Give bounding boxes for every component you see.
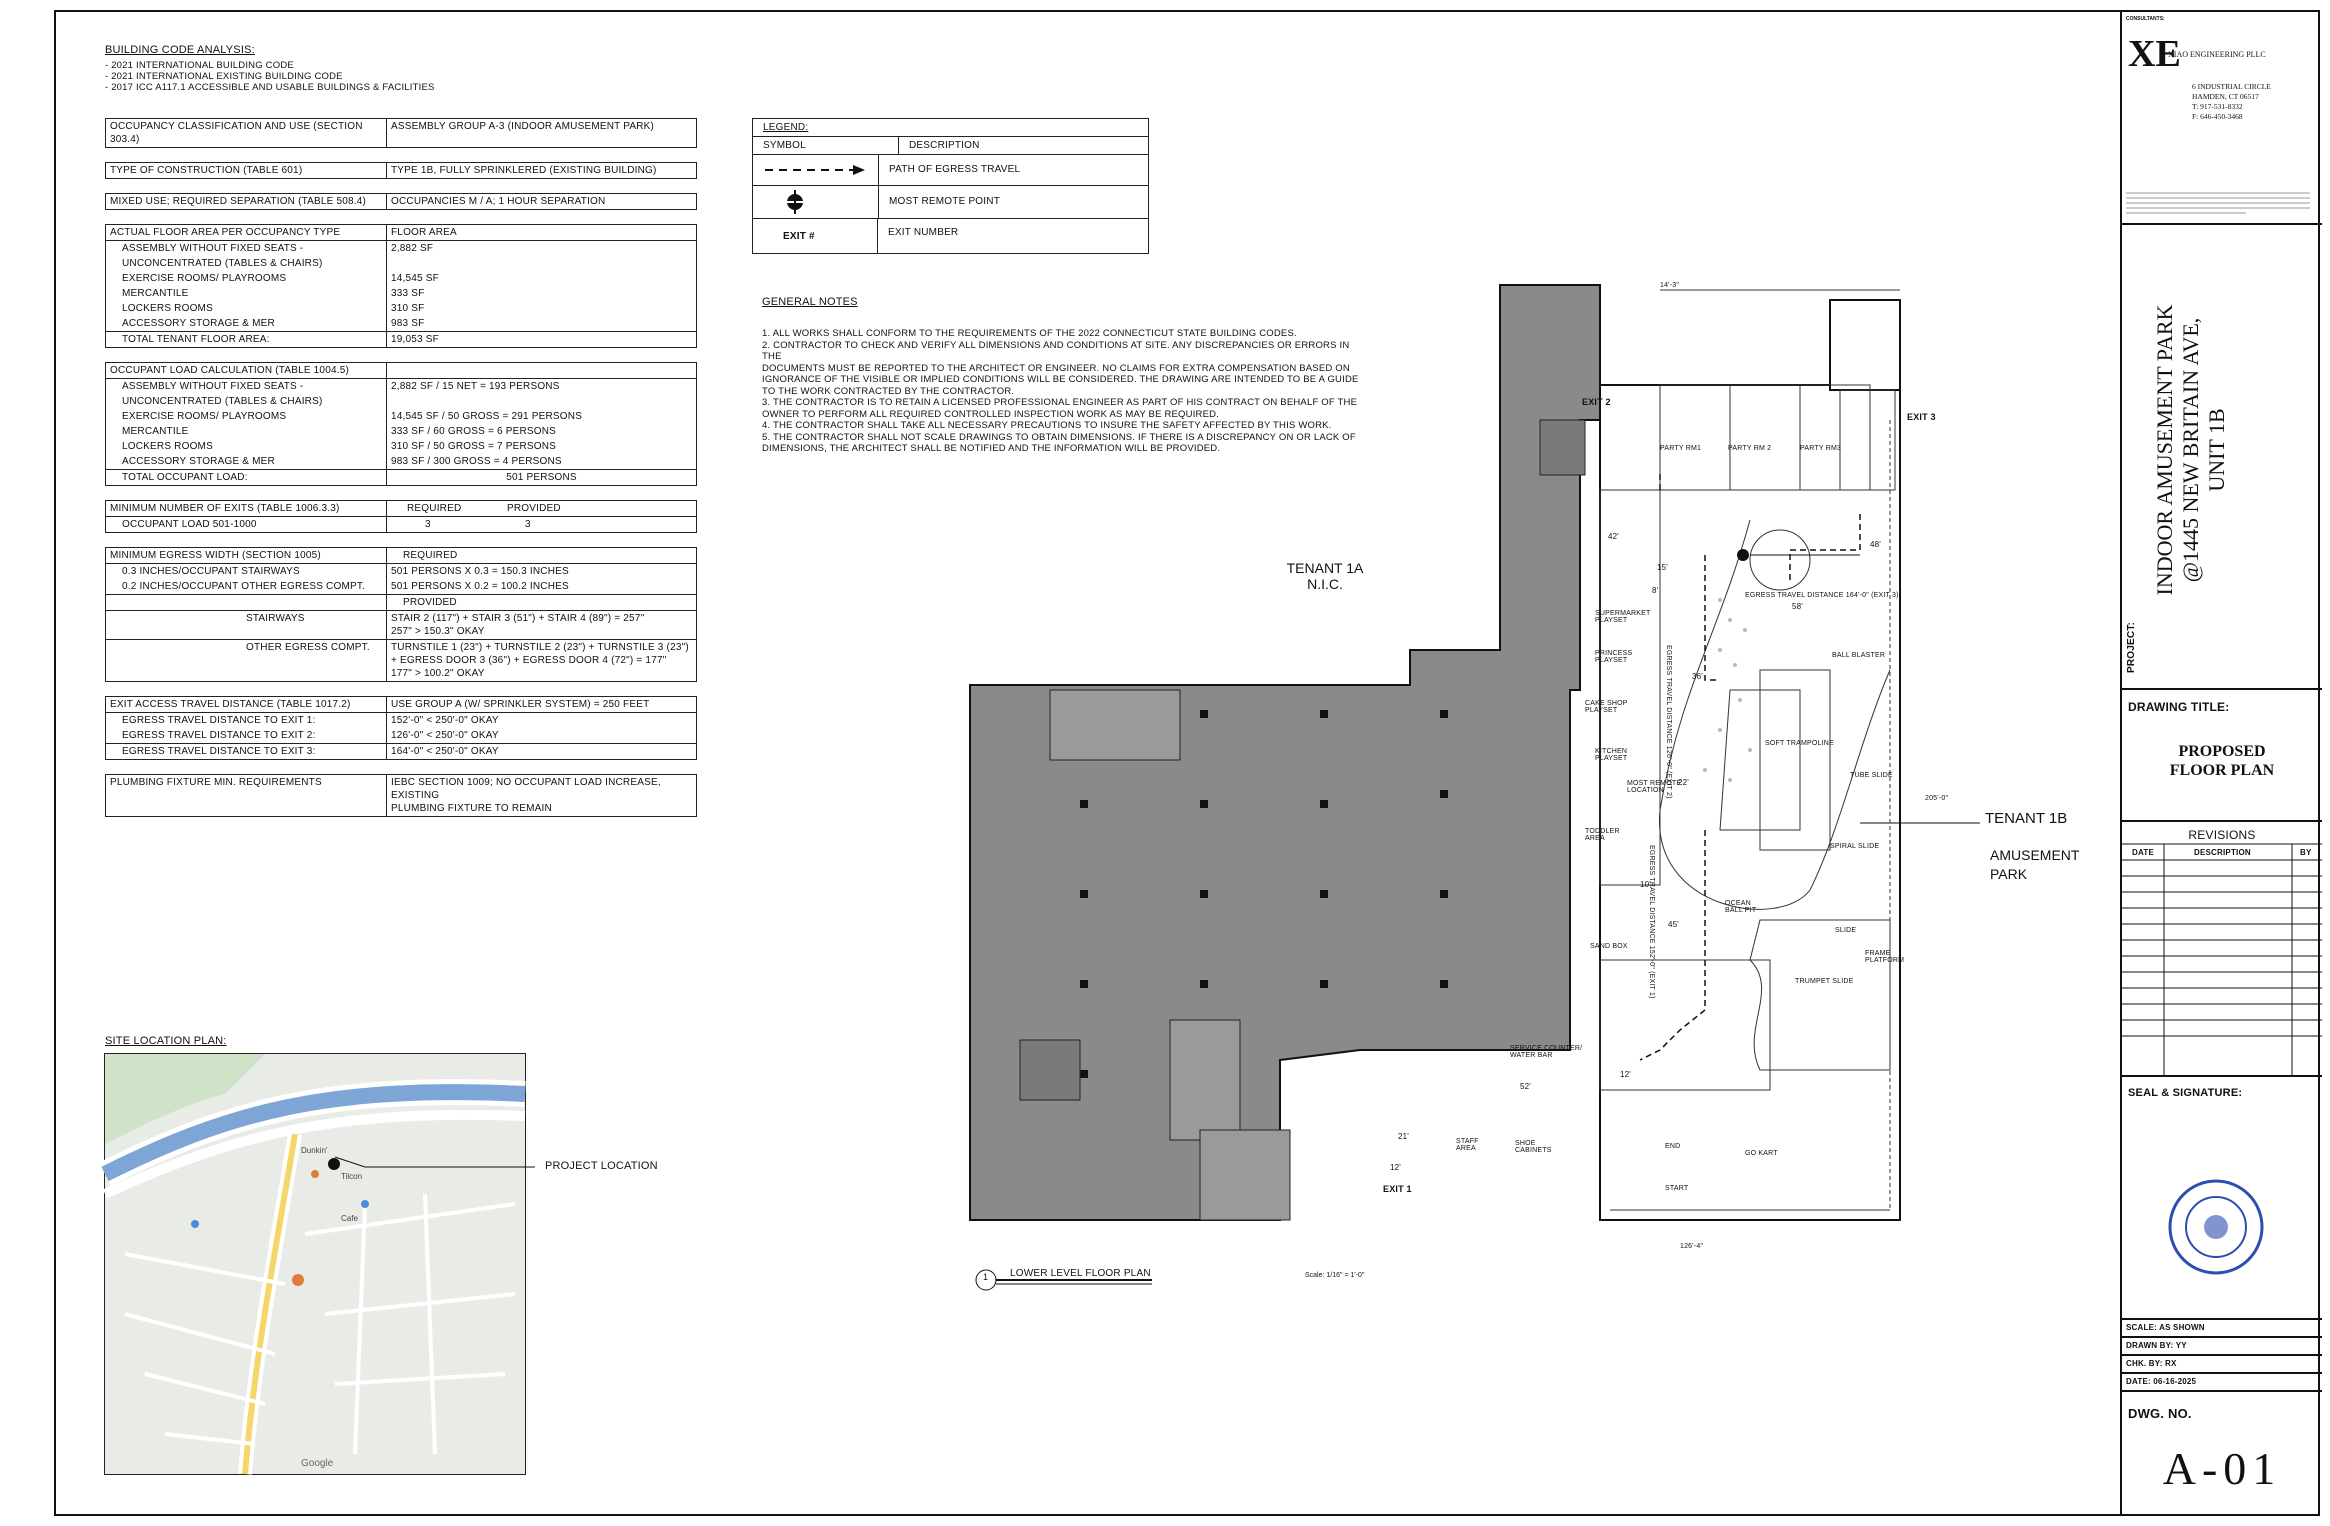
cell: 501 PERSONS X 0.3 = 150.3 INCHES xyxy=(387,564,697,580)
cell: 2,882 SF / 15 NET = 193 PERSONS xyxy=(387,379,697,395)
cell: MIXED USE; REQUIRED SEPARATION (TABLE 508.4) xyxy=(106,194,387,210)
exit-label: EXIT 2 xyxy=(1582,397,1611,407)
title-block xyxy=(2120,10,2322,1516)
cell: OTHER EGRESS COMPT. xyxy=(106,640,387,682)
cell: 333 SF / 60 GROSS = 6 PERSONS xyxy=(387,424,697,439)
floor-plan xyxy=(960,270,1940,1230)
cell: MERCANTILE xyxy=(106,424,387,439)
tenant-1b-name: TENANT 1B xyxy=(1985,810,2068,827)
dimension: 22' xyxy=(1678,778,1690,787)
cell: 2,882 SF xyxy=(387,241,697,257)
date-text: DATE: 06-16-2025 xyxy=(2126,1377,2197,1386)
legend-col-symbol: SYMBOL xyxy=(753,137,899,154)
dimension: 205'-0" xyxy=(1925,795,1949,802)
code-item: - 2021 INTERNATIONAL EXISTING BUILDING CODE xyxy=(105,71,343,82)
legend-col-description: DESCRIPTION xyxy=(909,140,980,151)
plan-number: 1 xyxy=(983,1272,989,1282)
dimension: 126'-4" xyxy=(1680,1243,1704,1250)
scale-text: SCALE: AS SHOWN xyxy=(2126,1323,2205,1332)
legend-item: EXIT NUMBER xyxy=(888,227,959,238)
room-label: MOST REMOTE LOCATION xyxy=(1627,780,1682,794)
egress-path-symbol xyxy=(753,155,879,185)
remote-point-icon xyxy=(753,186,879,218)
dimension: 36' xyxy=(1692,672,1704,681)
cell: ASSEMBLY GROUP A-3 (INDOOR AMUSEMENT PARK) xyxy=(387,119,697,148)
cell: 152'-0" < 250'-0" OKAY xyxy=(387,713,697,729)
cell: 0.3 INCHES/OCCUPANT STAIRWAYS xyxy=(106,564,387,580)
cell: OCCUPANT LOAD 501-1000 xyxy=(106,517,387,533)
cell: ACCESSORY STORAGE & MER xyxy=(106,316,387,332)
note-line: TO THE WORK CONTRACTED BY THE CONTRACTOR. xyxy=(762,385,1015,397)
cell: 501 PERSONS X 0.2 = 100.2 INCHES xyxy=(387,579,697,595)
dimension: 12' xyxy=(1620,1070,1632,1079)
cell: MINIMUM EGRESS WIDTH (SECTION 1005) xyxy=(106,548,387,564)
firm-name: XIAO ENGINEERING PLLC xyxy=(2168,50,2266,59)
cell: 19,053 SF xyxy=(387,332,697,348)
cell: STAIR 2 (117") + STAIR 3 (51") + STAIR 4 (89") = 257" xyxy=(391,613,645,624)
map-label: Cafe xyxy=(341,1214,358,1223)
cell: 983 SF xyxy=(387,316,697,332)
room-label: PARTY RM 2 xyxy=(1728,445,1772,452)
code-item: - 2021 INTERNATIONAL BUILDING CODE xyxy=(105,60,294,71)
drawing-title xyxy=(2122,742,2322,780)
address-line: 6 INDUSTRIAL CIRCLE xyxy=(2192,82,2271,91)
exit-number-symbol: EXIT # xyxy=(753,219,878,253)
cell: LOCKERS ROOMS xyxy=(106,439,387,454)
address-line: T: 917-531-8332 xyxy=(2192,102,2243,111)
cell: OCCUPANCIES M / A; 1 HOUR SEPARATION xyxy=(387,194,697,210)
legend-item: PATH OF EGRESS TRAVEL xyxy=(889,164,1021,175)
egress-distance-label: EGRESS TRAVEL DISTANCE 152'-0" (EXIT 1) xyxy=(1648,845,1655,999)
dimension: 15' xyxy=(1657,563,1669,572)
cell: TYPE 1B, FULLY SPRINKLERED (EXISTING BUILDING) xyxy=(387,163,697,179)
note-line: 5. THE CONTRACTOR SHALL NOT SCALE DRAWINGS TO OBTAIN DIMENSIONS. IF THERE IS A DISCREPANCY ON OR LACK OF xyxy=(762,431,1356,443)
site-plan-title: SITE LOCATION PLAN: xyxy=(105,1035,227,1047)
cell: 257" > 150.3" OKAY xyxy=(391,626,485,637)
room-label: BALL BLASTER xyxy=(1832,652,1886,659)
consultants-label: CONSULTANTS: xyxy=(2126,16,2165,22)
cell: PLUMBING FIXTURE MIN. REQUIREMENTS xyxy=(106,775,387,817)
cell: ASSEMBLY WITHOUT FIXED SEATS - xyxy=(106,379,387,395)
drawing-title-label: DRAWING TITLE: xyxy=(2128,700,2230,714)
cell: UNCONCENTRATED (TABLES & CHAIRS) xyxy=(106,256,387,271)
cell: EGRESS TRAVEL DISTANCE TO EXIT 1: xyxy=(106,713,387,729)
project-line: INDOOR AMUSEMENT PARK xyxy=(2152,304,2177,596)
note-line: DIMENSIONS, THE ARCHITECT SHALL BE NOTIFIED AND THE INFORMATION WILL BE PROVIDED. xyxy=(762,443,1221,454)
floor-plan-drawing xyxy=(960,270,1940,1230)
cell: 310 SF xyxy=(387,301,697,316)
legend-table xyxy=(752,118,1149,254)
chk-row xyxy=(2122,1356,2322,1374)
dimension: 10' xyxy=(1640,880,1652,889)
cell: ACCESSORY STORAGE & MER xyxy=(106,454,387,470)
drawing-title-box xyxy=(2122,690,2322,822)
dimension: 52' xyxy=(1520,1082,1532,1091)
cell: USE GROUP A (W/ SPRINKLER SYSTEM) = 250 FEET xyxy=(387,697,697,713)
site-map xyxy=(104,1053,526,1475)
drawn-text: DRAWN BY: YY xyxy=(2126,1341,2187,1350)
revisions-box xyxy=(2122,822,2322,1077)
room-label: SLIDE xyxy=(1835,927,1857,934)
rev-col: DATE xyxy=(2132,848,2154,857)
map-label: Dunkin' xyxy=(301,1146,328,1155)
cell: TURNSTILE 1 (23") + TURNSTILE 2 (23") + TURNSTILE 3 (23") xyxy=(391,642,689,653)
seal-box xyxy=(2122,1077,2322,1320)
general-notes-title: GENERAL NOTES xyxy=(762,296,858,308)
rev-col: DESCRIPTION xyxy=(2194,848,2251,857)
cell: LOCKERS ROOMS xyxy=(106,301,387,316)
cell: UNCONCENTRATED (TABLES & CHAIRS) xyxy=(106,394,387,409)
cell: PLUMBING FIXTURE TO REMAIN xyxy=(391,803,552,814)
tenant-1a-name: TENANT 1A xyxy=(1286,560,1364,576)
cell: ASSEMBLY WITHOUT FIXED SEATS - xyxy=(106,241,387,257)
tenant-1b-sub2: PARK xyxy=(1990,866,2028,882)
firm-address xyxy=(2192,82,2271,122)
note-line: OWNER TO PERFORM ALL REQUIRED CONTROLLED INSPECTION WORK AS MAY BE REQUIRED. xyxy=(762,408,1220,420)
tenant-1a-sub: N.I.C. xyxy=(1307,576,1343,592)
plan-scale: Scale: 1/16" = 1'-0" xyxy=(1305,1272,1365,1279)
project-location-label: PROJECT LOCATION xyxy=(545,1160,658,1172)
room-label: SERVICE COUNTER/ WATER BAR xyxy=(1510,1045,1583,1059)
cell: 126'-0" < 250'-0" OKAY xyxy=(387,728,697,744)
cell: OCCUPANCY CLASSIFICATION AND USE (SECTION 303.4) xyxy=(106,119,387,148)
code-analysis-table xyxy=(105,118,697,817)
google-logo: Google xyxy=(301,1458,334,1469)
cell: EGRESS TRAVEL DISTANCE TO EXIT 3: xyxy=(106,744,387,760)
exit-label: EXIT 1 xyxy=(1383,1184,1412,1194)
cell: MERCANTILE xyxy=(106,286,387,301)
date-row xyxy=(2122,1374,2322,1392)
map-graphic xyxy=(105,1054,525,1474)
room-label: OCEAN BALL PIT xyxy=(1725,900,1757,914)
svg-text:XE: XE xyxy=(2128,33,2181,75)
project-location-leader xyxy=(325,1155,535,1175)
engineer-seal-icon xyxy=(2166,1177,2266,1277)
room-label: START xyxy=(1665,1185,1689,1192)
project-box xyxy=(2122,225,2322,690)
room-label: SOFT TRAMPOLINE xyxy=(1765,740,1834,747)
cell: TOTAL OCCUPANT LOAD: xyxy=(106,470,387,486)
room-label: FRAME PLATFORM xyxy=(1865,950,1905,964)
cell: EGRESS TRAVEL DISTANCE TO EXIT 2: xyxy=(106,728,387,744)
dimension: 8' xyxy=(1652,586,1659,595)
legend-title: LEGEND: xyxy=(753,119,1148,137)
code-analysis-title: BUILDING CODE ANALYSIS: xyxy=(105,44,255,56)
project-line: @1445 NEW BRITAIN AVE, xyxy=(2178,317,2203,583)
room-label: SPIRAL SLIDE xyxy=(1830,843,1880,850)
note-line: 4. THE CONTRACTOR SHALL TAKE ALL NECESSARY PRECAUTIONS TO INSURE THE SAFETY AFFECTED BY THIS WORK. xyxy=(762,420,1332,431)
tenant-1b-sub: AMUSEMENT xyxy=(1990,847,2080,863)
cell: PROVIDED xyxy=(387,595,697,611)
drawing-title-line: FLOOR PLAN xyxy=(2169,762,2275,779)
address-line: HAMDEN, CT 06517 xyxy=(2192,92,2259,101)
firm-logo-icon xyxy=(2128,32,2181,75)
chk-text: CHK. BY: RX xyxy=(2126,1359,2177,1368)
room-label: PARTY RM3 xyxy=(1800,445,1842,452)
drawn-row xyxy=(2122,1338,2322,1356)
copyright-fine-print xyxy=(2126,190,2310,218)
code-list xyxy=(105,60,435,93)
egress-distance-label: EGRESS TRAVEL DISTANCE 126'-0" (EXIT 2) xyxy=(1665,645,1672,799)
tenant-1b-leader xyxy=(1860,818,1980,828)
cell: 333 SF xyxy=(387,286,697,301)
cell: PROVIDED xyxy=(507,503,561,514)
project-name xyxy=(2152,240,2230,660)
address-line: F: 646-450-3468 xyxy=(2192,112,2243,121)
note-line: 1. ALL WORKS SHALL CONFORM TO THE REQUIREMENTS OF THE 2022 CONNECTICUT STATE BUILDING CODES. xyxy=(762,328,1297,339)
room-label: SHOE CABINETS xyxy=(1515,1140,1552,1154)
egress-distance-label: EGRESS TRAVEL DISTANCE 164'-0" (EXIT 3) xyxy=(1745,592,1899,599)
plan-caption: LOWER LEVEL FLOOR PLAN xyxy=(1010,1268,1151,1279)
cell: 177" > 100.2" OKAY xyxy=(391,668,485,679)
cell: 983 SF / 300 GROSS = 4 PERSONS xyxy=(387,454,697,470)
scale-row xyxy=(2122,1320,2322,1338)
legend-item: MOST REMOTE POINT xyxy=(889,196,1000,207)
cell: EXIT ACCESS TRAVEL DISTANCE (TABLE 1017.2) xyxy=(106,697,387,713)
cell: STAIRWAYS xyxy=(106,611,387,640)
consultant-box xyxy=(2122,10,2322,225)
room-label: GO KART xyxy=(1745,1150,1778,1157)
dimension: 45' xyxy=(1668,920,1680,929)
room-label: CAKE SHOP PLAYSET xyxy=(1585,700,1628,714)
cell: + EGRESS DOOR 3 (36") + EGRESS DOOR 4 (72") = 177" xyxy=(391,655,667,666)
dimension: 42' xyxy=(1608,532,1620,541)
cell: 501 PERSONS xyxy=(387,470,697,486)
code-item: - 2017 ICC A117.1 ACCESSIBLE AND USABLE BUILDINGS & FACILITIES xyxy=(105,82,435,93)
project-line: UNIT 1B xyxy=(2204,408,2229,492)
cell: TOTAL TENANT FLOOR AREA: xyxy=(106,332,387,348)
room-label: PRINCESS PLAYSET xyxy=(1595,650,1633,664)
revisions-grid xyxy=(2122,844,2322,1077)
dwg-no: A-01 xyxy=(2162,1443,2282,1494)
room-label: SAND BOX xyxy=(1590,943,1628,950)
room-label: SUPERMARKET PLAYSET xyxy=(1595,610,1651,624)
tenant-1a-label xyxy=(1265,560,1385,592)
cell: 3 xyxy=(425,519,431,530)
project-label: PROJECT: xyxy=(2126,621,2137,673)
map-label: Tilcon xyxy=(341,1172,363,1181)
room-label: END xyxy=(1665,1143,1681,1150)
cell: EXERCISE ROOMS/ PLAYROOMS xyxy=(106,409,387,424)
dimension: 48' xyxy=(1870,540,1882,549)
cell: IEBC SECTION 1009; NO OCCUPANT LOAD INCREASE, EXISTING xyxy=(391,777,661,801)
cell: 164'-0" < 250'-0" OKAY xyxy=(387,744,697,760)
revisions-title: REVISIONS xyxy=(2188,828,2256,842)
cell: MINIMUM NUMBER OF EXITS (TABLE 1006.3.3) xyxy=(106,501,387,517)
cell: 14,545 SF xyxy=(387,271,697,286)
cell xyxy=(387,256,697,271)
cell: REQUIRED xyxy=(407,503,462,514)
note-line: IGNORANCE OF THE VISIBLE OR IMPLIED CONDITIONS WILL BE CONSIDERED. THE DRAWING ARE INTENDED TO BE A GUIDE xyxy=(762,374,1359,385)
cell: FLOOR AREA xyxy=(387,225,697,241)
cell: 3 xyxy=(525,519,531,530)
room-label: TODDLER AREA xyxy=(1585,828,1620,842)
dimension: 21' xyxy=(1398,1132,1410,1141)
dimension: 14'-3" xyxy=(1660,282,1680,289)
room-label: TRUMPET SLIDE xyxy=(1795,978,1854,985)
cell: OCCUPANT LOAD CALCULATION (TABLE 1004.5) xyxy=(106,363,387,379)
dimension: 58' xyxy=(1792,602,1804,611)
cell: TYPE OF CONSTRUCTION (TABLE 601) xyxy=(106,163,387,179)
note-line: DOCUMENTS MUST BE REPORTED TO THE ARCHITECT OR ENGINEER. NO CLAIMS FOR EXTRA COMPENSATION BASED ON xyxy=(762,362,1350,374)
dimension: 12' xyxy=(1390,1163,1402,1172)
room-label: PARTY RM1 xyxy=(1660,445,1702,452)
cell: 0.2 INCHES/OCCUPANT OTHER EGRESS COMPT. xyxy=(106,579,387,595)
cell: 310 SF / 50 GROSS = 7 PERSONS xyxy=(387,439,697,454)
room-label: KITCHEN PLAYSET xyxy=(1595,748,1628,762)
room-label: STAFF AREA xyxy=(1456,1138,1479,1152)
dwg-no-label: DWG. NO. xyxy=(2128,1406,2192,1421)
seal-label: SEAL & SIGNATURE: xyxy=(2128,1087,2243,1099)
cell: ACTUAL FLOOR AREA PER OCCUPANCY TYPE xyxy=(106,225,387,241)
cell: REQUIRED xyxy=(387,548,697,564)
cell: 14,545 SF / 50 GROSS = 291 PERSONS xyxy=(387,409,697,424)
cell: EXERCISE ROOMS/ PLAYROOMS xyxy=(106,271,387,286)
cell xyxy=(387,394,697,409)
note-line: 3. THE CONTRACTOR IS TO RETAIN A LICENSED PROFESSIONAL ENGINEER AS PART OF HIS CONTRACT ON BEHALF OF THE xyxy=(762,397,1358,408)
exit-label: EXIT 3 xyxy=(1907,412,1936,422)
note-line: 2. CONTRACTOR TO CHECK AND VERIFY ALL DIMENSIONS AND CONDITIONS AT SITE. ANY DISCREPANCIES OR ERRORS IN THE xyxy=(762,339,1350,362)
rev-col: BY xyxy=(2300,848,2312,857)
room-label: TUBE SLIDE xyxy=(1850,772,1893,779)
drawing-title-line: PROPOSED xyxy=(2178,743,2266,760)
